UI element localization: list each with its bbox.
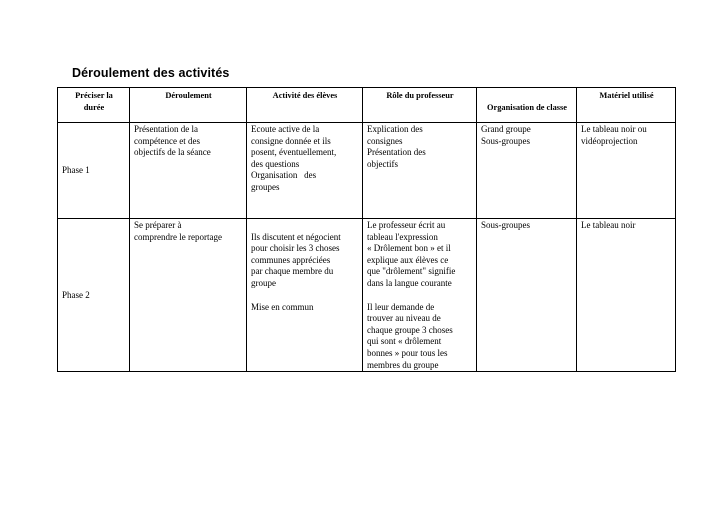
- cell-line: pour choisir les 3 choses: [251, 243, 340, 254]
- phase1-label: Phase 1: [58, 123, 130, 219]
- phase2-materiel: [577, 219, 676, 372]
- cell-line: Présentation de la: [134, 124, 198, 134]
- phase2-activite: [247, 219, 363, 372]
- cell-line: Se préparer à: [134, 220, 182, 230]
- phase1-deroulement: [130, 123, 247, 219]
- cell-line: consignes: [367, 135, 403, 146]
- cell-line: Sous-groupes: [481, 135, 530, 146]
- header-duree-line1: Préciser la: [75, 91, 113, 100]
- cell-line: Grand groupe: [481, 124, 531, 134]
- header-activite: Activité des élèves: [247, 88, 363, 123]
- cell-line: Le professeur écrit au: [367, 220, 446, 230]
- header-duree: [58, 88, 130, 123]
- cell-line: Explication des: [367, 124, 423, 134]
- cell-line: Présentation des: [367, 147, 426, 158]
- phase2-label: Phase 2: [58, 219, 130, 372]
- phase2-deroulement: [130, 219, 247, 372]
- cell-line: Le tableau noir: [581, 220, 636, 230]
- cell-line: compétence et des: [134, 135, 200, 146]
- cell-line: Organisation des: [251, 170, 317, 181]
- cell-line: objectifs de la séance: [134, 147, 211, 158]
- header-deroulement: Déroulement: [130, 88, 247, 123]
- cell-line: qui sont « drôlement: [367, 336, 442, 347]
- phase1-role: [363, 123, 477, 219]
- cell-line: vidéoprojection: [581, 135, 638, 146]
- activities-table: [57, 87, 676, 372]
- phase1-activite: [247, 123, 363, 219]
- header-role: Rôle du professeur: [363, 88, 477, 123]
- cell-line: Ecoute active de la: [251, 124, 320, 134]
- cell-line: Le tableau noir ou: [581, 124, 647, 134]
- table-row-phase2: [58, 219, 676, 372]
- spacer: [251, 220, 359, 232]
- cell-line: chaque groupe 3 choses: [367, 324, 453, 335]
- phase2-organisation: [477, 219, 577, 372]
- cell-line: groupes: [251, 181, 280, 192]
- cell-line: des questions: [251, 158, 300, 169]
- cell-line: que "drôlement" signifie: [367, 266, 456, 277]
- section-title: Déroulement des activités: [72, 66, 230, 80]
- cell-line: groupe: [251, 277, 276, 288]
- cell-line: membres du groupe: [367, 359, 439, 370]
- phase1-materiel: [577, 123, 676, 219]
- table-row-phase1: [58, 123, 676, 219]
- cell-line: explique aux élèves ce: [367, 254, 449, 265]
- cell-line: Il leur demande de: [367, 301, 435, 312]
- table-header-row: [58, 88, 676, 123]
- cell-line: communes appréciées: [251, 254, 331, 265]
- cell-line: « Drôlement bon » et il: [367, 243, 451, 254]
- cell-line: consigne donnée et ils: [251, 135, 331, 146]
- cell-line: par chaque membre du: [251, 266, 334, 277]
- cell-line: Mise en commun: [251, 301, 314, 312]
- header-materiel: Matériel utilisé: [577, 88, 676, 123]
- cell-line: objectifs: [367, 158, 398, 169]
- cell-line: Ils discutent et négocient: [251, 231, 341, 242]
- phase2-role: [363, 219, 477, 372]
- header-organisation: Organisation de classe: [477, 88, 577, 123]
- cell-line: posent, éventuellement,: [251, 147, 337, 158]
- cell-line: bonnes » pour tous les: [367, 347, 448, 358]
- header-duree-line2: durée: [83, 102, 105, 112]
- cell-line: trouver au niveau de: [367, 313, 441, 324]
- cell-line: Sous-groupes: [481, 220, 530, 230]
- phase1-organisation: [477, 123, 577, 219]
- cell-line: tableau l'expression: [367, 231, 438, 242]
- cell-line: comprendre le reportage: [134, 231, 222, 242]
- cell-line: dans la langue courante: [367, 277, 452, 288]
